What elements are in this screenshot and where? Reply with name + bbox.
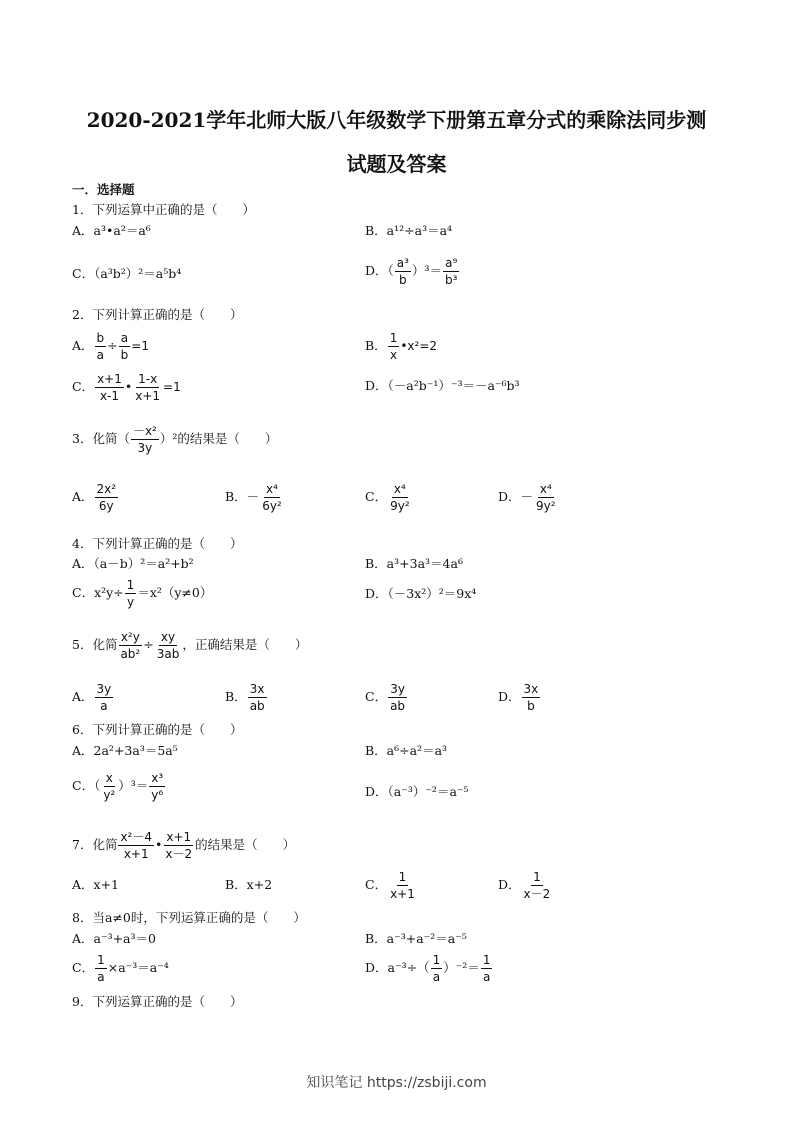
q3-option-b: B．－ $\frac{\text{x⁴}}{\text{6y²}}$ bbox=[225, 482, 282, 513]
q5-stem: 5．化简 $\frac{\text{x²y}}{\text{ab²}}$ ÷ $\frac{xy}{3ab}$ ，正确结果是（ ） bbox=[72, 630, 308, 661]
q1-option-c: C．（a³b²）²＝a⁵b⁴ bbox=[72, 266, 182, 281]
q1-option-b: B．a¹²÷a³＝a⁴ bbox=[365, 223, 453, 238]
q2-option-c: C． $\frac{x+1}{x-1}$ • $\frac{1-x}{x+1}$ =1 bbox=[72, 372, 181, 403]
q6-option-d: D．（a⁻³）⁻²＝a⁻⁵ bbox=[365, 784, 469, 799]
q2-option-d: D．（－a²b⁻¹）⁻³＝－a⁻⁶b³ bbox=[365, 378, 520, 393]
q5-option-a: A． $\frac{3y}{a}$ bbox=[72, 682, 112, 713]
page-title-line2: 试题及答案 bbox=[346, 152, 447, 176]
q7-option-d: D． $\frac{1}{x-2}$ bbox=[498, 870, 551, 901]
q3-option-d: D．－ $\frac{\text{x⁴}}{\text{9y²}}$ bbox=[498, 482, 556, 513]
q6-option-c: C．（ $\frac{x}{\text{y²}}$ ）³＝ $\frac{\text{x³}}{\text{y⁶}}$ bbox=[72, 771, 164, 802]
q8-option-a: A．a⁻³+a³＝0 bbox=[72, 931, 156, 946]
q6-stem: 6．下列计算正确的是（ ） bbox=[72, 722, 243, 737]
q4-option-c: C．x²y÷ $\frac{1}{y}$ ＝x²（y≠0） bbox=[72, 578, 213, 609]
q3-option-a: A． $\frac{\text{2x²}}{6y}$ bbox=[72, 482, 117, 513]
q5-option-b: B． $\frac{3x}{ab}$ bbox=[225, 682, 265, 713]
q4-option-a: A．（a－b）²＝a²+b² bbox=[72, 556, 194, 571]
q2-stem: 2．下列计算正确的是（ ） bbox=[72, 307, 243, 322]
q8-stem: 8．当a≠0时，下列运算正确的是（ ） bbox=[72, 910, 306, 925]
q6-option-a: A．2a²+3a³＝5a⁵ bbox=[72, 743, 178, 758]
q2-option-a: A． $\frac{b}{a}$ ÷ $\frac{a}{b}$ =1 bbox=[72, 331, 149, 362]
q8-option-c: C． $\frac{1}{a}$ ×a⁻³＝a⁻⁴ bbox=[72, 953, 169, 984]
q1-option-a: A．a³•a²＝a⁶ bbox=[72, 223, 151, 238]
q1-option-d: D．（ $\frac{\text{a³}}{b}$ ）³＝ $\frac{\text{a⁹}}{\text{b³}}$ bbox=[365, 256, 458, 287]
q8-option-d: D．a⁻³÷（ $\frac{1}{a}$ ）⁻²＝ $\frac{1}{a}$ bbox=[365, 953, 491, 984]
q8-option-b: B．a⁻³+a⁻²＝a⁻⁵ bbox=[365, 931, 467, 946]
q9-stem: 9．下列运算正确的是（ ） bbox=[72, 994, 243, 1009]
q4-option-d: D．（－3x²）²＝9x⁴ bbox=[365, 586, 477, 601]
q6-option-b: B．a⁶÷a²＝a³ bbox=[365, 743, 448, 758]
section-heading: 一．选择题 bbox=[72, 182, 135, 197]
q7-option-a: A．x+1 bbox=[72, 877, 120, 892]
page-title-line1: 2020-2021学年北师大版八年级数学下册第五章分式的乘除法同步测 bbox=[86, 108, 707, 132]
q2-option-b: B． $\frac{1}{x}$ •x²=2 bbox=[365, 331, 438, 362]
q4-option-b: B．a³+3a³＝4a⁶ bbox=[365, 556, 463, 571]
q4-stem: 4．下列计算正确的是（ ） bbox=[72, 536, 243, 551]
q5-option-c: C． $\frac{3y}{ab}$ bbox=[365, 682, 406, 713]
q3-option-c: C． $\frac{\text{x⁴}}{\text{9y²}}$ bbox=[365, 482, 410, 513]
q3-stem: 3．化简（ $\frac{\text{－x²}}{3y}$ ）²的结果是（ ） bbox=[72, 424, 278, 455]
q5-option-d: D． $\frac{3x}{b}$ bbox=[498, 682, 539, 713]
q7-option-b: B．x+2 bbox=[225, 877, 273, 892]
footer-watermark: 知识笔记 https://zsbiji.com bbox=[306, 1075, 487, 1091]
q7-stem: 7．化简 $\frac{\text{x²－4}}{x+1}$ • $\frac{x+1}{x-2}$ 的结果是（ ） bbox=[72, 830, 296, 861]
q7-option-c: C． $\frac{1}{x+1}$ bbox=[365, 870, 415, 901]
q1-stem: 1．下列运算中正确的是（ ） bbox=[72, 202, 255, 217]
